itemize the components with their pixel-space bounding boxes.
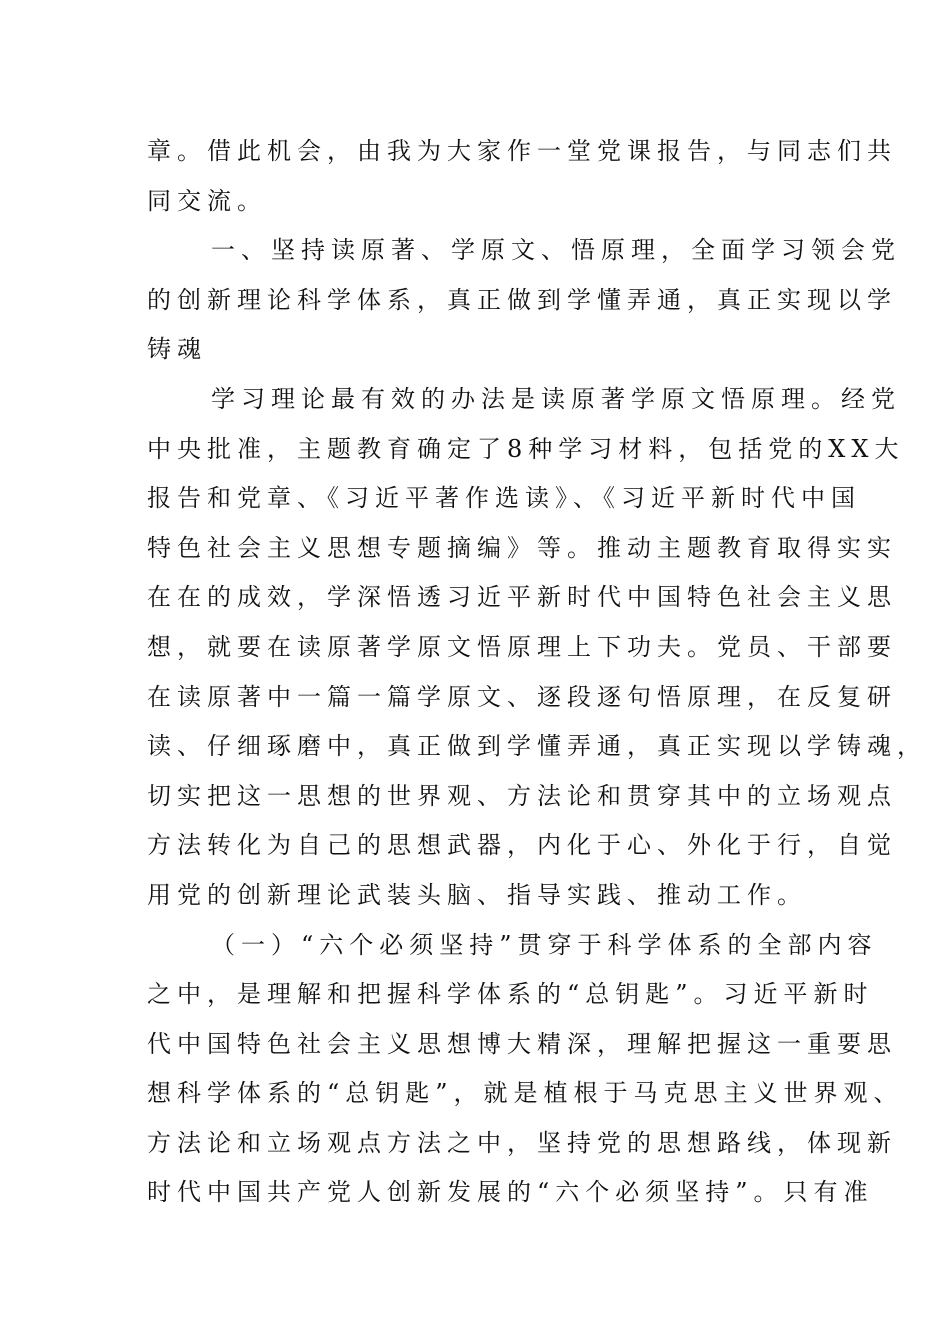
text-line: 想科学体系的“总钥匙”，就是植根于马克思主义世界观、 [147, 1079, 904, 1108]
text-line: 想，就要在读原著学原文悟原理上下功夫。党员、干部要 [147, 632, 897, 661]
text-line: 方法论和立场观点方法之中，坚持党的思想路线，体现新 [147, 1128, 897, 1157]
text-line: 之中，是理解和把握科学体系的“总钥匙”。习近平新时 [147, 980, 874, 1009]
text-line: 特色社会主义思想专题摘编》等。推动主题教育取得实实 [147, 533, 897, 562]
text-line: 代中国特色社会主义思想博大精深，理解把握这一重要思 [147, 1029, 897, 1058]
text-line: 读、仔细琢磨中，真正做到学懂弄通，真正实现以学铸魂， [147, 732, 927, 761]
text-line: 章。借此机会，由我为大家作一堂党课报告，与同志们共 [147, 137, 897, 165]
document-page [147, 127, 927, 1218]
text-line: 中央批准，主题教育确定了8种学习材料，包括党的XX大 [147, 434, 905, 463]
text-line: 铸魂 [147, 335, 207, 364]
text-line: 学习理论最有效的办法是读原著学原文悟原理。经党 [211, 384, 901, 413]
text-line: 时代中国共产党人创新发展的“六个必须坚持”。只有准 [147, 1178, 874, 1207]
text-line: 一、坚持读原著、学原文、悟原理，全面学习领会党 [211, 236, 901, 265]
text-line: 报告和党章、《习近平著作选读》、《习近平新时代中国 [147, 484, 861, 513]
text-line: 同交流。 [147, 186, 267, 215]
text-line: 方法转化为自己的思想武器，内化于心、外化于行，自觉 [147, 831, 897, 860]
text-line: 的创新理论科学体系，真正做到学懂弄通，真正实现以学 [147, 285, 897, 314]
text-line: 在读原著中一篇一篇学原文、逐段逐句悟原理，在反复研 [147, 682, 897, 711]
text-line: （一）“六个必须坚持”贯穿于科学体系的全部内容 [211, 930, 878, 959]
text-line: 用党的创新理论武装头脑、指导实践、推动工作。 [147, 880, 807, 909]
text-line: 切实把这一思想的世界观、方法论和贯穿其中的立场观点 [147, 781, 897, 810]
text-line: 在在的成效，学深悟透习近平新时代中国特色社会主义思 [147, 583, 897, 612]
